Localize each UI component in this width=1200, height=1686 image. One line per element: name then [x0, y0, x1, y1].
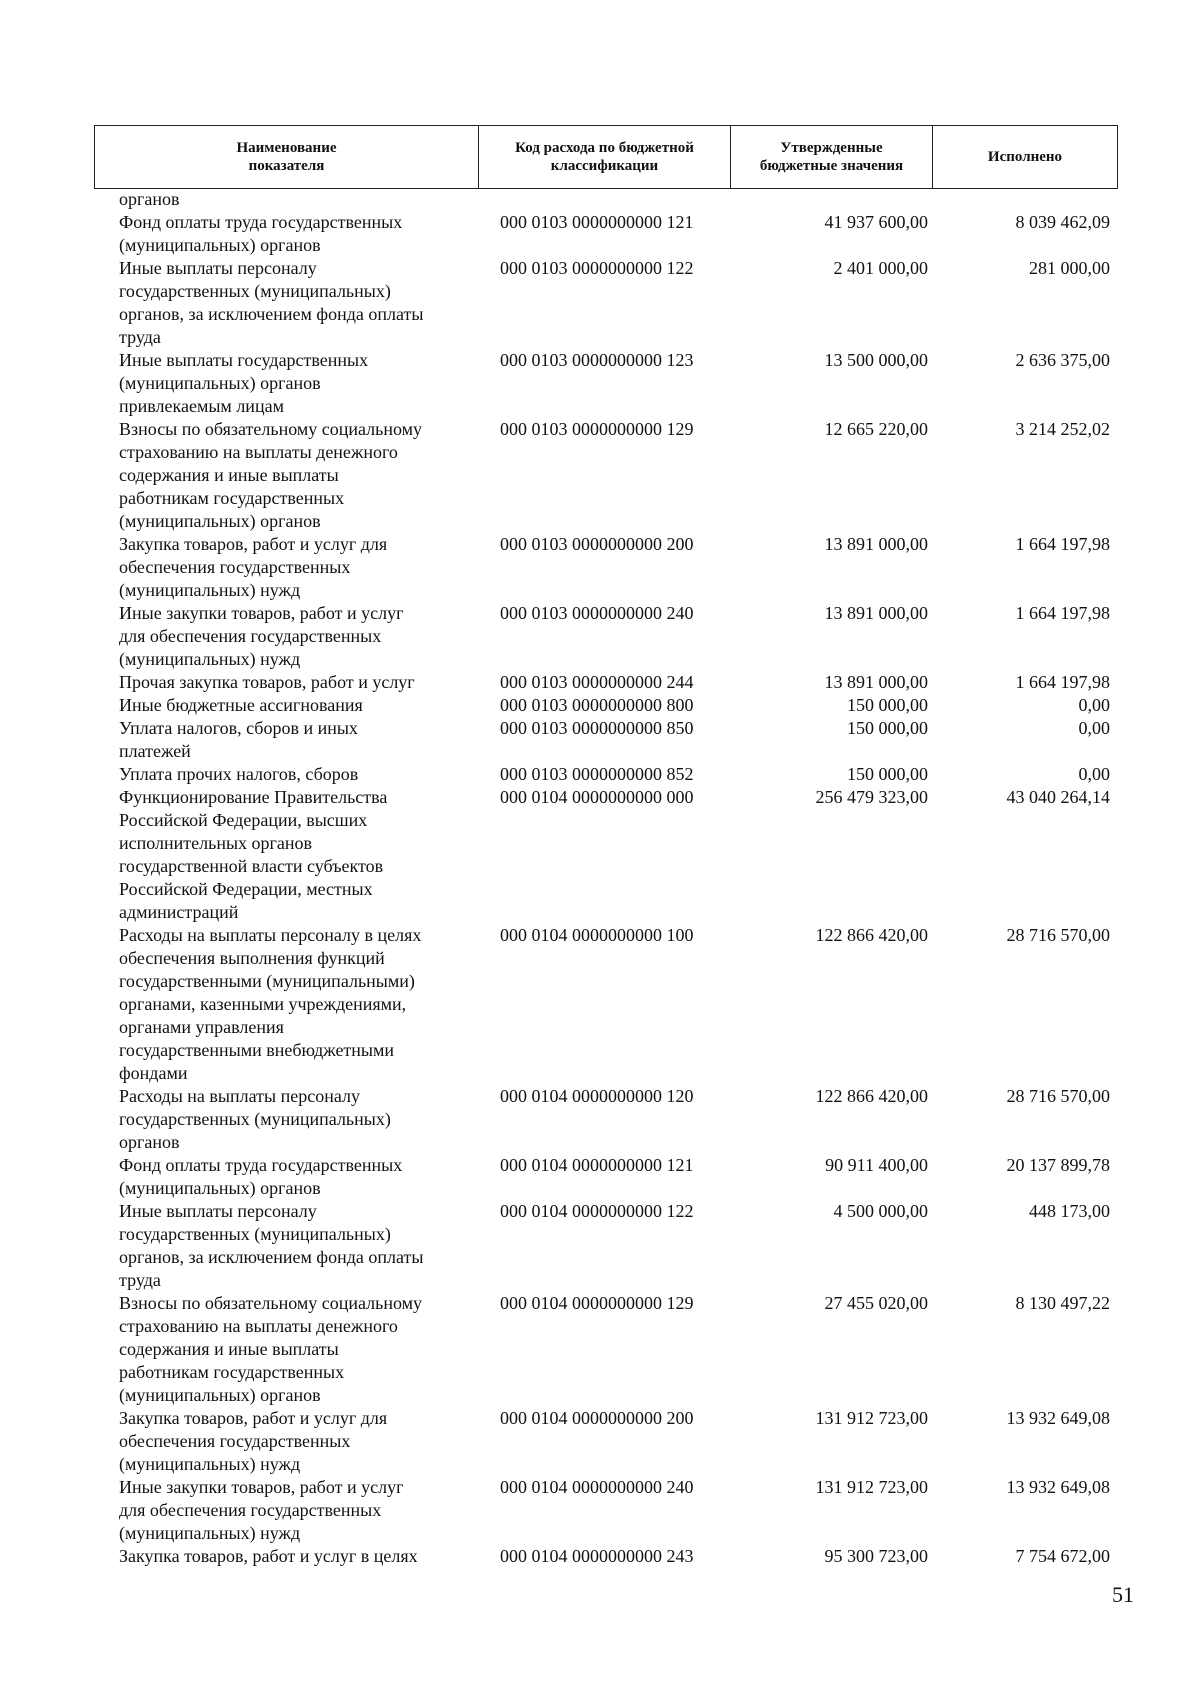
- header-code-column: [479, 126, 731, 188]
- header-name-line: Наименование: [236, 140, 337, 156]
- row-approved-cell: 150 000,00: [847, 764, 928, 784]
- row-done-cell: 1 664 197,98: [1015, 672, 1110, 692]
- row-name-line: администраций: [119, 902, 239, 922]
- table-row: [0, 257, 1200, 349]
- table-row: [0, 1407, 1200, 1476]
- row-approved-cell: 122 866 420,00: [815, 1086, 928, 1106]
- row-code-cell: 000 0103 0000000000 121: [500, 212, 694, 232]
- row-code-cell: 000 0104 0000000000 120: [500, 1086, 694, 1106]
- row-name-line: государственных (муниципальных): [119, 1109, 391, 1129]
- row-code-cell: 000 0104 0000000000 100: [500, 925, 694, 945]
- row-name-line: Взносы по обязательному социальному: [119, 419, 423, 439]
- table-row: [0, 1292, 1200, 1407]
- row-name-line: Иные выплаты государственных: [119, 350, 369, 370]
- table-row: [0, 763, 1200, 786]
- row-approved-cell: 41 937 600,00: [824, 212, 928, 232]
- header-done-line: Исполнено: [987, 149, 1063, 165]
- row-name-line: страхованию на выплаты денежного: [119, 1316, 398, 1336]
- row-name-cell: [119, 1085, 464, 1154]
- table-row: [0, 349, 1200, 418]
- row-code-cell: 000 0104 0000000000 121: [500, 1155, 694, 1175]
- row-name-line: Уплата налогов, сборов и иных: [119, 718, 358, 738]
- row-name-cell: [119, 924, 464, 1085]
- header-code-line: Код расхода по бюджетной: [515, 140, 694, 156]
- row-name-line: труда: [119, 327, 161, 347]
- row-name-cell: [119, 1407, 464, 1476]
- row-approved-cell: 131 912 723,00: [815, 1408, 928, 1428]
- row-name-cell: [119, 1292, 464, 1407]
- row-done-cell: 0,00: [1078, 695, 1110, 715]
- row-name-line: Иные закупки товаров, работ и услуг: [119, 1477, 404, 1497]
- row-name-line: Российской Федерации, высших: [119, 810, 368, 830]
- row-approved-cell: 150 000,00: [847, 718, 928, 738]
- row-name-line: органов, за исключением фонда оплаты: [119, 1247, 424, 1267]
- row-code-cell: 000 0103 0000000000 129: [500, 419, 694, 439]
- row-name-cell: [119, 188, 464, 211]
- row-name-line: (муниципальных) нужд: [119, 1454, 301, 1474]
- row-name-line: фондами: [119, 1063, 188, 1083]
- table-row: [0, 671, 1200, 694]
- row-name-line: платежей: [119, 741, 191, 761]
- row-done-cell: 8 130 497,22: [1015, 1293, 1110, 1313]
- row-done-cell: 13 932 649,08: [1006, 1477, 1110, 1497]
- row-name-line: Иные закупки товаров, работ и услуг: [119, 603, 404, 623]
- row-name-line: обеспечения государственных: [119, 1431, 351, 1451]
- page-number: 51: [1112, 1582, 1134, 1607]
- table-row: [0, 1154, 1200, 1200]
- row-name-line: Прочая закупка товаров, работ и услуг: [119, 672, 415, 692]
- row-name-line: труда: [119, 1270, 161, 1290]
- row-name-line: Фонд оплаты труда государственных: [119, 1155, 403, 1175]
- row-name-cell: [119, 1200, 464, 1292]
- row-name-line: государственных (муниципальных): [119, 281, 391, 301]
- table-row: [0, 717, 1200, 763]
- row-approved-cell: 256 479 323,00: [815, 787, 928, 807]
- table-row: [0, 1200, 1200, 1292]
- row-approved-cell: 12 665 220,00: [824, 419, 928, 439]
- row-done-cell: 28 716 570,00: [1006, 1086, 1110, 1106]
- row-name-line: Иные бюджетные ассигнования: [119, 695, 363, 715]
- row-approved-cell: 95 300 723,00: [824, 1546, 928, 1566]
- row-code-cell: 000 0104 0000000000 240: [500, 1477, 694, 1497]
- header-name-column: [95, 126, 479, 188]
- table-row: [0, 1545, 1200, 1568]
- row-code-cell: 000 0104 0000000000 243: [500, 1546, 694, 1566]
- row-name-line: содержания и иные выплаты: [119, 465, 339, 485]
- row-approved-cell: 90 911 400,00: [825, 1155, 928, 1175]
- row-name-cell: [119, 1545, 464, 1568]
- row-name-line: Закупка товаров, работ и услуг для: [119, 1408, 388, 1428]
- row-name-line: (муниципальных) нужд: [119, 1523, 301, 1543]
- table-row: [0, 602, 1200, 671]
- row-name-cell: [119, 717, 464, 763]
- row-name-line: содержания и иные выплаты: [119, 1339, 339, 1359]
- table-row: [0, 786, 1200, 924]
- row-name-line: (муниципальных) органов: [119, 373, 321, 393]
- row-name-line: (муниципальных) органов: [119, 1178, 321, 1198]
- row-name-line: Расходы на выплаты персоналу в целях: [119, 925, 422, 945]
- row-name-line: органов: [119, 189, 180, 209]
- row-done-cell: 0,00: [1078, 764, 1110, 784]
- table-row: [0, 211, 1200, 257]
- row-code-cell: 000 0103 0000000000 240: [500, 603, 694, 623]
- row-name-line: Закупка товаров, работ и услуг для: [119, 534, 388, 554]
- row-approved-cell: 13 891 000,00: [824, 672, 928, 692]
- row-name-line: для обеспечения государственных: [119, 626, 382, 646]
- row-name-cell: [119, 257, 464, 349]
- row-name-line: (муниципальных) органов: [119, 1385, 321, 1405]
- row-done-cell: 1 664 197,98: [1015, 534, 1110, 554]
- row-name-line: (муниципальных) нужд: [119, 649, 301, 669]
- table-row: [0, 1476, 1200, 1545]
- row-name-cell: [119, 349, 464, 418]
- header-name-line: показателя: [248, 158, 325, 174]
- row-name-line: Закупка товаров, работ и услуг в целях: [119, 1546, 418, 1566]
- row-approved-cell: 122 866 420,00: [815, 925, 928, 945]
- header-code-line: классификации: [550, 158, 659, 174]
- row-name-line: государственными внебюджетными: [119, 1040, 395, 1060]
- row-approved-cell: 13 891 000,00: [824, 534, 928, 554]
- row-code-cell: 000 0103 0000000000 244: [500, 672, 694, 692]
- row-name-line: органов, за исключением фонда оплаты: [119, 304, 424, 324]
- row-name-line: Иные выплаты персоналу: [119, 258, 317, 278]
- row-name-line: работникам государственных: [119, 488, 345, 508]
- row-name-line: Функционирование Правительства: [119, 787, 388, 807]
- table-row: [0, 188, 1200, 211]
- row-name-line: для обеспечения государственных: [119, 1500, 382, 1520]
- row-name-line: Уплата прочих налогов, сборов: [119, 764, 359, 784]
- row-done-cell: 28 716 570,00: [1006, 925, 1110, 945]
- row-name-line: государственной власти субъектов: [119, 856, 384, 876]
- row-name-line: обеспечения выполнения функций: [119, 948, 385, 968]
- row-approved-cell: 150 000,00: [847, 695, 928, 715]
- row-done-cell: 1 664 197,98: [1015, 603, 1110, 623]
- table-row: [0, 1085, 1200, 1154]
- row-approved-cell: 2 401 000,00: [833, 258, 928, 278]
- row-name-cell: [119, 533, 464, 602]
- row-code-cell: 000 0103 0000000000 122: [500, 258, 694, 278]
- row-done-cell: 3 214 252,02: [1015, 419, 1110, 439]
- row-code-cell: 000 0103 0000000000 200: [500, 534, 694, 554]
- row-name-line: (муниципальных) органов: [119, 235, 321, 255]
- row-approved-cell: 13 891 000,00: [824, 603, 928, 623]
- row-name-line: Российской Федерации, местных: [119, 879, 373, 899]
- table-row: [0, 533, 1200, 602]
- row-name-cell: [119, 211, 464, 257]
- row-name-line: страхованию на выплаты денежного: [119, 442, 398, 462]
- row-code-cell: 000 0103 0000000000 800: [500, 695, 694, 715]
- table-row: [0, 694, 1200, 717]
- row-name-line: государственных (муниципальных): [119, 1224, 391, 1244]
- row-approved-cell: 27 455 020,00: [824, 1293, 928, 1313]
- row-code-cell: 000 0104 0000000000 000: [500, 787, 694, 807]
- header-done-column: [933, 126, 1117, 188]
- row-code-cell: 000 0103 0000000000 852: [500, 764, 694, 784]
- row-name-line: Расходы на выплаты персоналу: [119, 1086, 360, 1106]
- row-name-line: обеспечения государственных: [119, 557, 351, 577]
- row-name-line: (муниципальных) нужд: [119, 580, 301, 600]
- row-done-cell: 13 932 649,08: [1006, 1408, 1110, 1428]
- row-done-cell: 0,00: [1078, 718, 1110, 738]
- row-name-line: органами управления: [119, 1017, 284, 1037]
- table-row: [0, 924, 1200, 1085]
- row-name-line: Фонд оплаты труда государственных: [119, 212, 403, 232]
- row-name-line: государственными (муниципальными): [119, 971, 415, 991]
- row-name-cell: [119, 1154, 464, 1200]
- row-name-line: работникам государственных: [119, 1362, 345, 1382]
- row-name-line: (муниципальных) органов: [119, 511, 321, 531]
- row-name-cell: [119, 418, 464, 533]
- row-name-cell: [119, 763, 464, 786]
- row-done-cell: 7 754 672,00: [1015, 1546, 1110, 1566]
- row-name-cell: [119, 671, 464, 694]
- row-name-cell: [119, 602, 464, 671]
- row-name-line: исполнительных органов: [119, 833, 313, 853]
- row-name-line: органами, казенными учреждениями,: [119, 994, 407, 1014]
- row-code-cell: 000 0104 0000000000 122: [500, 1201, 694, 1221]
- row-done-cell: 2 636 375,00: [1015, 350, 1110, 370]
- row-code-cell: 000 0104 0000000000 200: [500, 1408, 694, 1428]
- row-approved-cell: 131 912 723,00: [815, 1477, 928, 1497]
- header-approved-line: бюджетные значения: [759, 158, 904, 174]
- row-approved-cell: 4 500 000,00: [833, 1201, 928, 1221]
- row-code-cell: 000 0103 0000000000 123: [500, 350, 694, 370]
- row-name-line: органов: [119, 1132, 180, 1152]
- header-approved-column: [731, 126, 933, 188]
- table-header: [94, 125, 1118, 189]
- row-code-cell: 000 0104 0000000000 129: [500, 1293, 694, 1313]
- header-approved-line: Утвержденные: [780, 140, 883, 156]
- row-approved-cell: 13 500 000,00: [824, 350, 928, 370]
- row-done-cell: 20 137 899,78: [1006, 1155, 1110, 1175]
- row-done-cell: 43 040 264,14: [1006, 787, 1110, 807]
- row-done-cell: 281 000,00: [1029, 258, 1110, 278]
- row-name-cell: [119, 1476, 464, 1545]
- row-name-line: Иные выплаты персоналу: [119, 1201, 317, 1221]
- row-name-line: Взносы по обязательному социальному: [119, 1293, 423, 1313]
- row-name-cell: [119, 786, 464, 924]
- table-body: [0, 188, 1200, 1568]
- row-name-line: привлекаемым лицам: [119, 396, 284, 416]
- row-done-cell: 448 173,00: [1029, 1201, 1110, 1221]
- row-done-cell: 8 039 462,09: [1015, 212, 1110, 232]
- row-name-cell: [119, 694, 464, 717]
- table-row: [0, 418, 1200, 533]
- row-code-cell: 000 0103 0000000000 850: [500, 718, 694, 738]
